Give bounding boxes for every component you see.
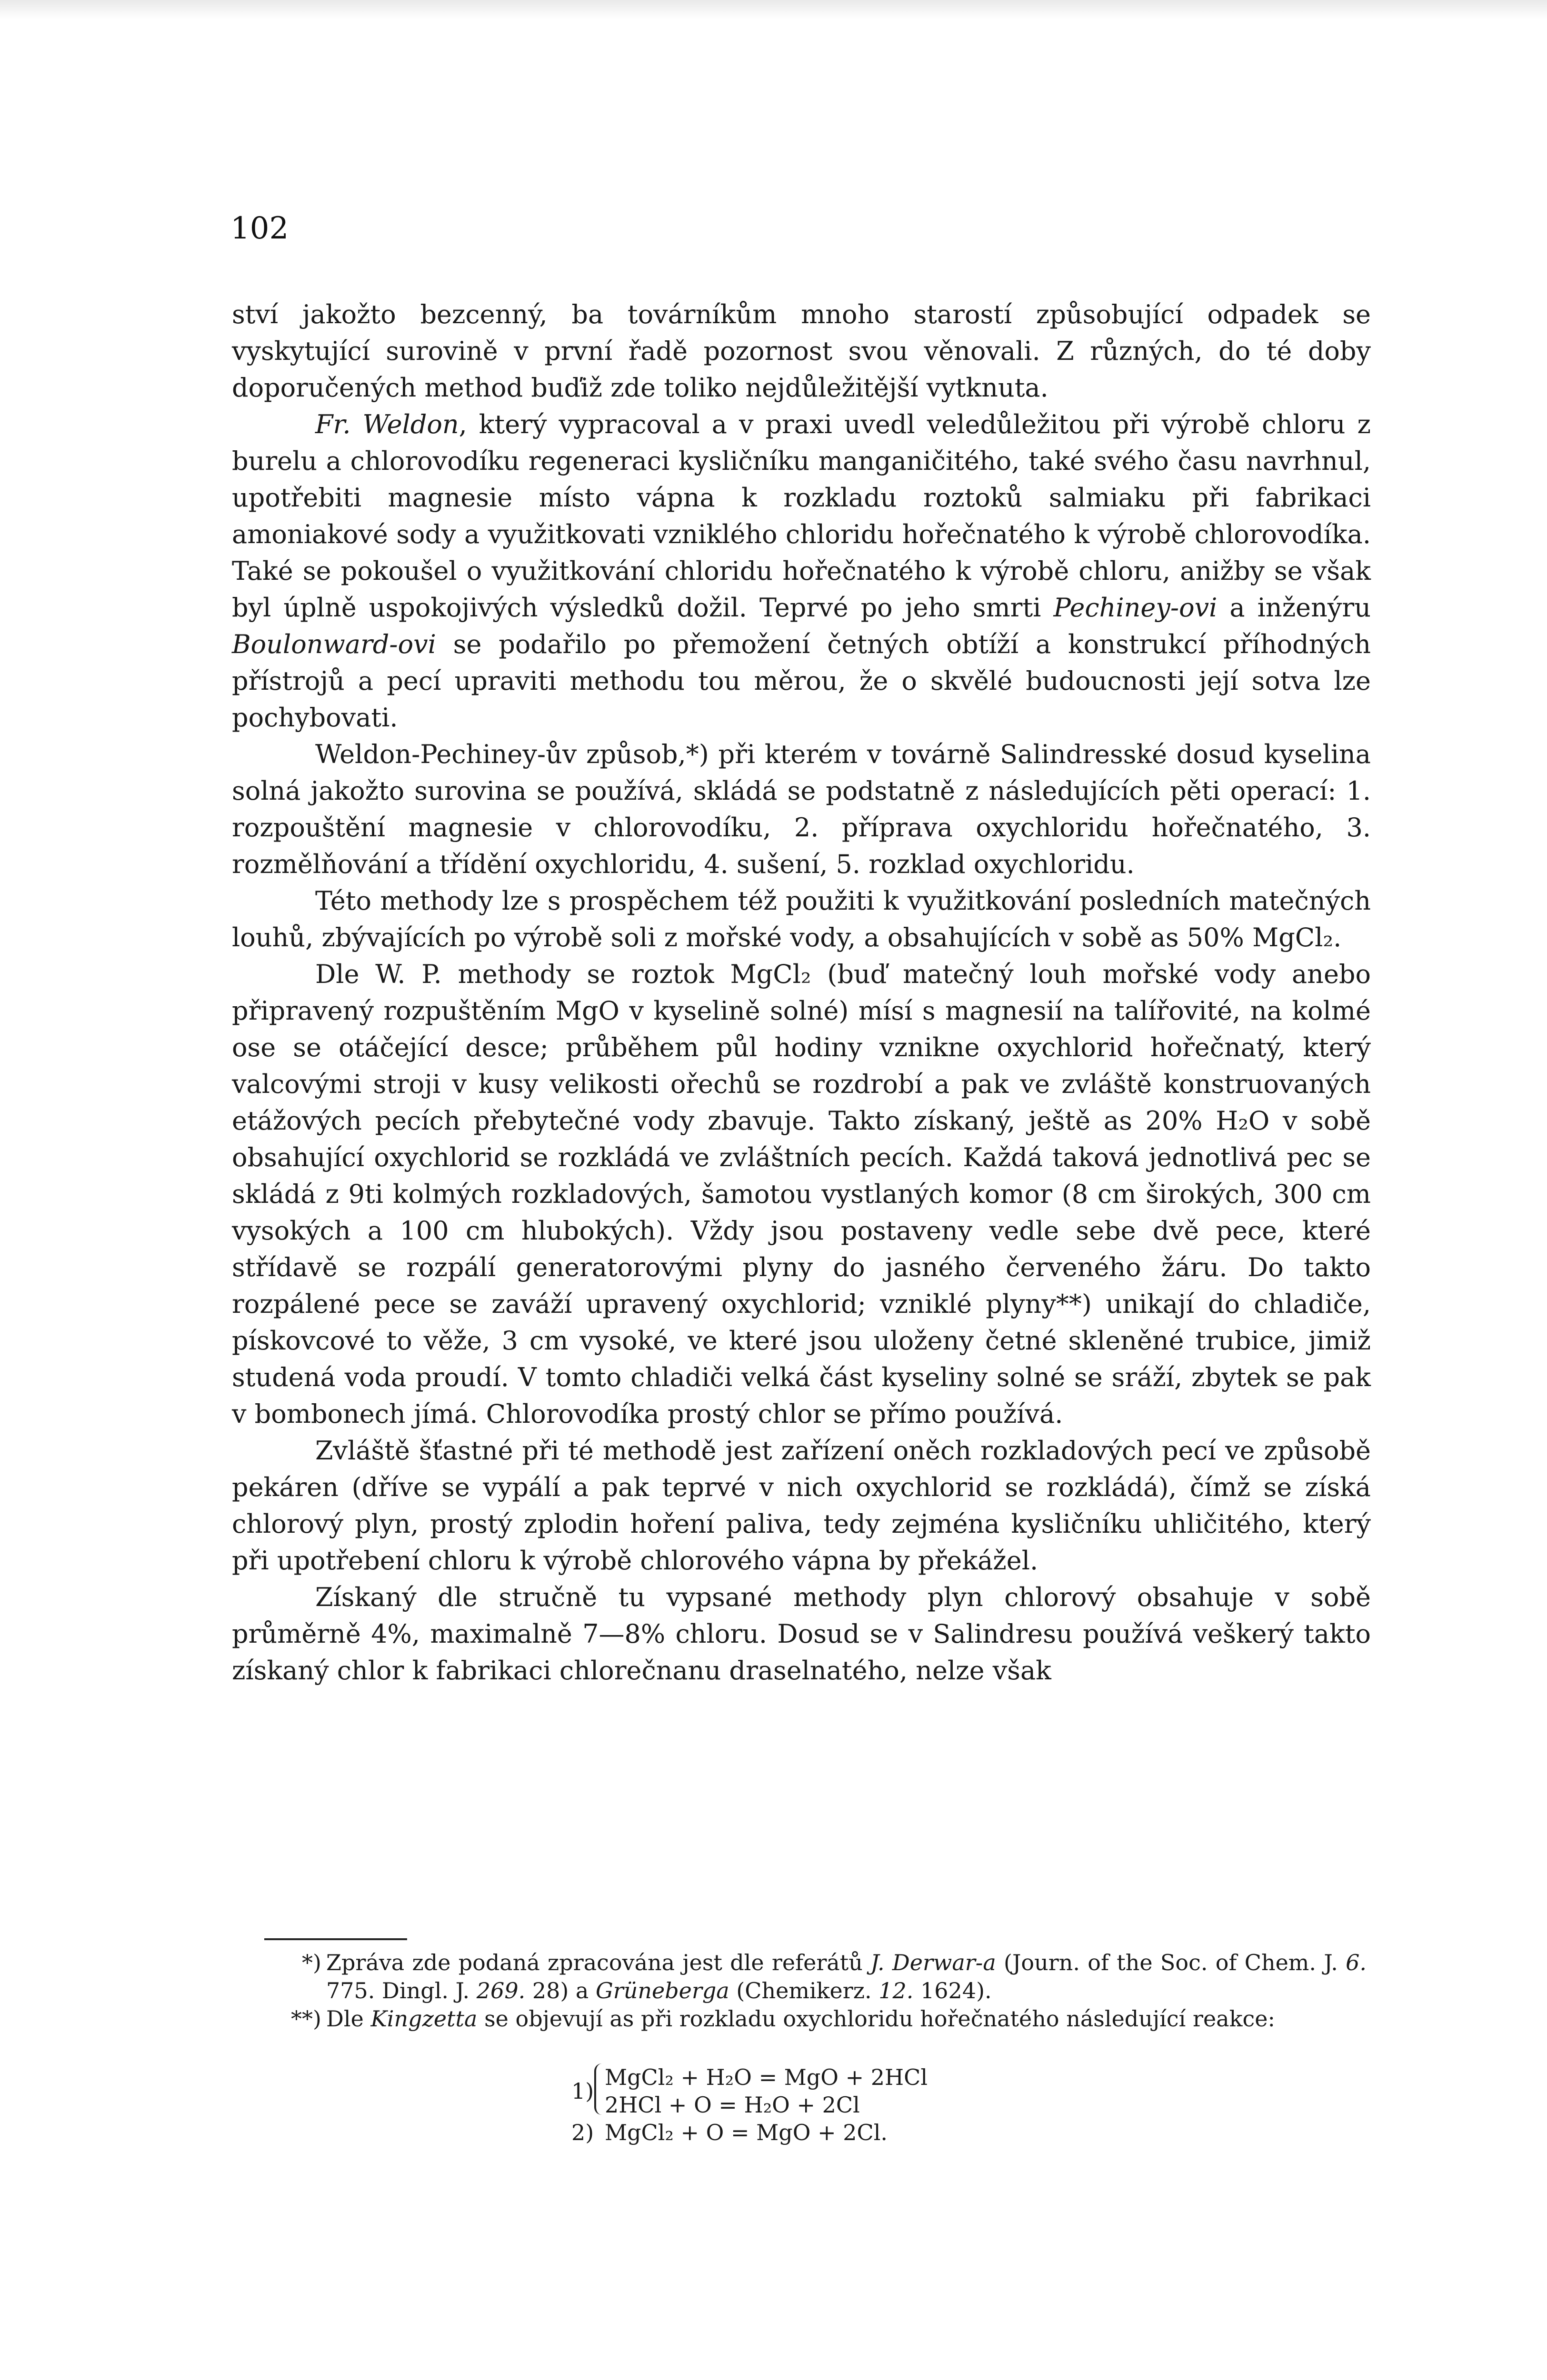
footnote-1-name-derwar: J. Derwar-a	[870, 1950, 996, 1975]
paragraph-2-text-a: , který vypracoval a v praxi uvedl veledůležitou při výrobě chloru z burelu a chlorovodíku regeneraci kysličníku manganičitého, také svého času navrhnul, upotřebiti magnesie místo vápna k rozkladu roztoků salmiaku při fabrikaci amoniakové sody a využitkovati vzniklého chloridu hořečnatého k výrobě chlorovodíka. Také se pokoušel o využitkování chloridu hořečnatého k výrobě chloru, anižby se však byl úplně uspokojivých výsledků dožil. Teprvé po jeho smrti	[232, 409, 1371, 623]
reaction-brace	[594, 2063, 604, 2115]
paragraph-7-text: Získaný dle stručně tu vypsané methody plyn chlorový obsahuje v sobě průměrně 4%, maximalně 7—8% chloru. Dosud se v Salindresu používá veškerý takto získaný chlor k fabrikaci chlorečnanu draselnatého, nelze však	[232, 1582, 1371, 1686]
footnote-1-volume-3: 12.	[878, 1978, 914, 2003]
paragraph-5-text: Dle W. P. methody se roztok MgCl₂ (buď matečný louh mořské vody anebo připravený rozpuštěním MgO v kyselině solné) mísí s magnesií na talířovité, na kolmé ose se otáčející desce; průběhem půl hodiny vznikne oxychlorid hořečnatý, který valcovými stroji v kusy velikosti ořechů se rozdrobí a pak ve zvláště konstruovaných etážových pecích přebytečné vody zbavuje. Takto získaný, ještě as 20% H₂O v sobě obsahující oxychlorid se rozkládá ve zvláštních pecích. Každá taková jednotlivá pec se skládá z 9ti kolmých rozkladových, šamotou vystlaných komor (8 cm širokých, 300 cm vysokých a 100 cm hlubokých). Vždy jsou postaveny vedle sebe dvě pece, které střídavě se rozpálí generatorovými plyny do jasného červeného žáru. Do takto rozpálené pece se zaváží upravený oxychlorid; vzniklé plyny**) unikají do chladiče, pískovcové to věže, 3 cm vysoké, ve které jsou uloženy četné skleněné trubice, jimiž studená voda proudí. V tomto chladiči velká část kyseliny solné se sráží, zbytek se pak v bombonech jímá. Chlorovodíka prostý chlor se přímo používá.	[232, 959, 1371, 1429]
page-top-edge	[0, 0, 1547, 19]
footnote-1-text-c: 775. Dingl. J.	[326, 1978, 477, 2003]
footnote-1-volume-2: 269.	[476, 1978, 526, 2003]
paragraph-2-text-b: a inženýru	[1217, 593, 1371, 623]
footnote-1-text-e: (Chemikerz.	[729, 1978, 879, 2003]
paragraph-4-text: Této methody lze s prospěchem též použiti k využitkování posledních matečných louhů, zbývajících po výrobě soli z mořské vody, a obsahujících v sobě as 50% MgCl₂.	[232, 886, 1371, 952]
body-text	[232, 296, 1371, 1689]
paragraph-5	[232, 956, 1371, 1432]
paragraph-2-text-c: se podařilo po přemožení četných obtíží a konstrukcí příhodných přístrojů a pecí upraviti methodu tou měrou, že o skvělé budoucnosti její sotva lze pochybovati.	[232, 629, 1371, 733]
reaction-group-2	[571, 2119, 928, 2146]
paragraph-1	[232, 296, 1371, 406]
footnote-2-mark: **)	[291, 2006, 321, 2032]
paragraph-1-text: ství jakožto bezcenný, ba továrníkům mnoho starostí způsobující odpadek se vyskytující surovině v první řadě pozornost svou věnovali. Z různých, do té doby doporučených method buďiž zde toliko nejdůležitější vytknuta.	[232, 299, 1371, 403]
footnote-2	[267, 2005, 1367, 2033]
footnote-2-text-a: Dle	[326, 2006, 371, 2032]
reaction-2-number: 2)	[571, 2120, 594, 2145]
footnote-1	[267, 1949, 1367, 2005]
reaction-equations	[571, 2063, 928, 2146]
footnote-1-text-d: 28) a	[525, 1978, 596, 2003]
page-number: 102	[230, 211, 289, 246]
footnote-2-text-b: se objevují as při rozkladu oxychloridu hořečnatého následující reakce:	[477, 2006, 1275, 2032]
paragraph-2	[232, 406, 1371, 736]
paragraph-7	[232, 1579, 1371, 1689]
name-boulonward: Boulonward-ovi	[232, 629, 436, 659]
name-pechiney: Pechiney-ovi	[1053, 593, 1218, 623]
reaction-group-1	[571, 2063, 928, 2119]
reaction-1a: MgCl₂ + H₂O = MgO + 2HCl	[605, 2064, 928, 2090]
paragraph-6-text: Zvláště šťastné při té methodě jest zařízení oněch rozkladových pecí ve způsobě pekáren (dříve se vypálí a pak teprvé v nich oxychlorid se rozkládá), čímž se získá chlorový plyn, prostý zplodin hoření paliva, tedy zejména kysličníku uhličitého, který při upotřebení chloru k výrobě chlorového vápna by překážel.	[232, 1436, 1371, 1576]
reaction-2: MgCl₂ + O = MgO + 2Cl.	[605, 2120, 888, 2145]
footnote-1-mark: *)	[302, 1950, 321, 1975]
footnote-rule	[264, 1938, 407, 1940]
footnote-1-volume-1: 6.	[1346, 1950, 1367, 1975]
paragraph-3	[232, 736, 1371, 883]
name-weldon: Fr. Weldon	[315, 409, 459, 439]
paragraph-6	[232, 1432, 1371, 1579]
footnote-1-text-a: Zpráva zde podaná zpracována jest dle referátů	[326, 1950, 871, 1975]
footnotes	[267, 1949, 1367, 2033]
footnote-1-text-f: 1624).	[913, 1978, 992, 2003]
paragraph-4	[232, 883, 1371, 956]
reaction-1b: 2HCl + O = H₂O + 2Cl	[605, 2092, 860, 2118]
reaction-1-number: 1)	[571, 2078, 594, 2104]
paragraph-3-text: Weldon-Pechiney-ův způsob,*) při kterém v továrně Salindresské dosud kyselina solná jakožto surovina se používá, skládá se podstatně z následujících pěti operací: 1. rozpouštění magnesie v chlorovodíku, 2. příprava oxychloridu hořečnatého, 3. rozmělňování a třídění oxychloridu, 4. sušení, 5. rozklad oxychloridu.	[232, 739, 1371, 879]
footnote-1-text-b: (Journ. of the Soc. of Chem. J.	[996, 1950, 1346, 1975]
footnote-2-name-kingzett: Kingzetta	[370, 2006, 478, 2032]
footnote-1-name-gruneberg: Grüneberga	[595, 1978, 729, 2003]
